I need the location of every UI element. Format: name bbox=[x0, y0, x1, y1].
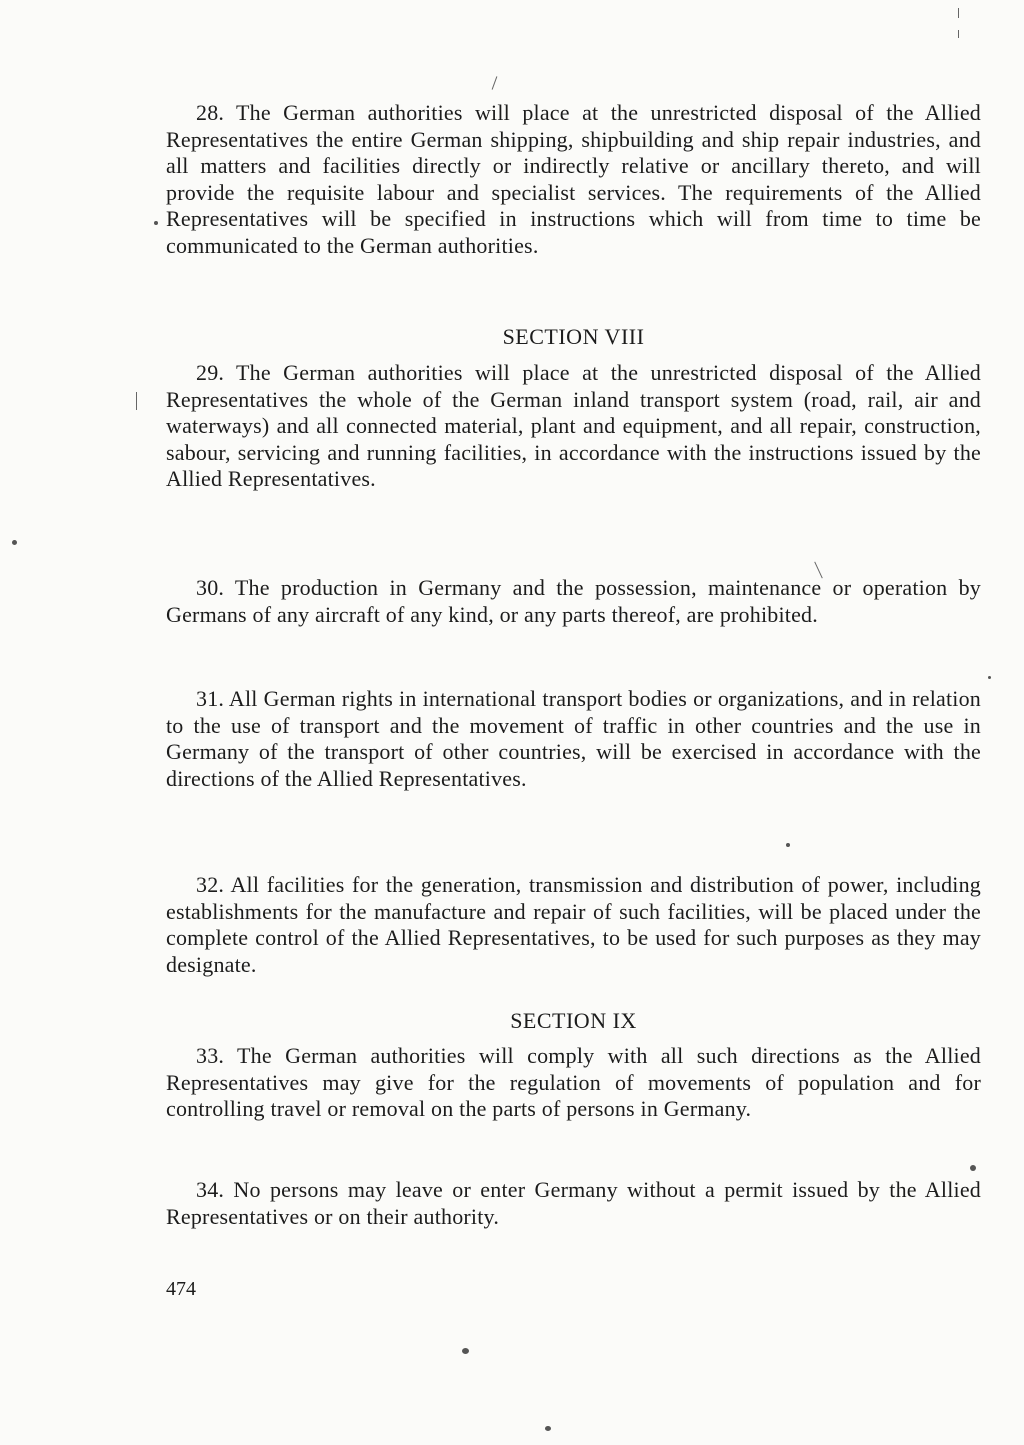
scan-mark bbox=[492, 76, 498, 89]
paragraph-30: 30. The production in Germany and the possession, maintenance or operation by Germans of any aircraft of any kind, or any parts thereof, are prohibited. bbox=[166, 575, 981, 627]
scan-speck bbox=[154, 221, 158, 225]
paragraph-34: 34. No persons may leave or enter Germany without a permit issued by the Allied Representatives or on their authority. bbox=[166, 1177, 981, 1229]
section-heading-viii: SECTION VIII bbox=[502, 324, 645, 349]
paragraph-32: 32. All facilities for the generation, transmission and distribution of power, including establishments for the manufacture and repair of such facilities, will be placed under the complete control of the Allied Representatives, to be used for such purposes as they may designate. bbox=[166, 872, 981, 977]
scan-speck bbox=[786, 843, 790, 847]
scan-mark bbox=[958, 8, 959, 18]
section-heading-ix: SECTION IX bbox=[510, 1008, 637, 1033]
scan-mark bbox=[136, 392, 137, 410]
scan-speck bbox=[970, 1165, 976, 1171]
paragraph-29: 29. The German authorities will place at the unrestricted disposal of the Allied Representatives the whole of the German inland transport system (road, rail, air and waterways) and all connected material, plant and equipment, and all repair, construction, sabour, servicing and running facilities, in accordance with the instructions issued by the Allied Representatives. bbox=[166, 360, 981, 491]
scan-mark bbox=[958, 30, 959, 38]
paragraph-31: 31. All German rights in international transport bodies or organizations, and in relation to the use of transport and the movement of traffic in other countries and the use in Germany of the transport of other countries, will be exercised in accordance with the directions of the Allied Representatives. bbox=[166, 686, 981, 791]
paragraph-33: 33. The German authorities will comply with all such directions as the Allied Representatives may give for the regulation of movements of population and for controlling travel or removal on the parts of persons in Germany. bbox=[166, 1043, 981, 1121]
scan-speck bbox=[988, 676, 991, 679]
paragraph-28: 28. The German authorities will place at the unrestricted disposal of the Allied Representatives the entire German shipping, shipbuilding and ship repair industries, and all matters and facilities directly or indirectly relative or ancillary thereto, and will provide the requisite labour and specialist services. The requirements of the Allied Representatives will be specified in instructions which will from time to time be communicated to the German authorities. bbox=[166, 100, 981, 258]
page-number: 474 bbox=[166, 1278, 196, 1300]
scan-speck bbox=[12, 540, 17, 545]
scan-speck bbox=[462, 1348, 469, 1354]
scan-speck bbox=[545, 1426, 551, 1431]
